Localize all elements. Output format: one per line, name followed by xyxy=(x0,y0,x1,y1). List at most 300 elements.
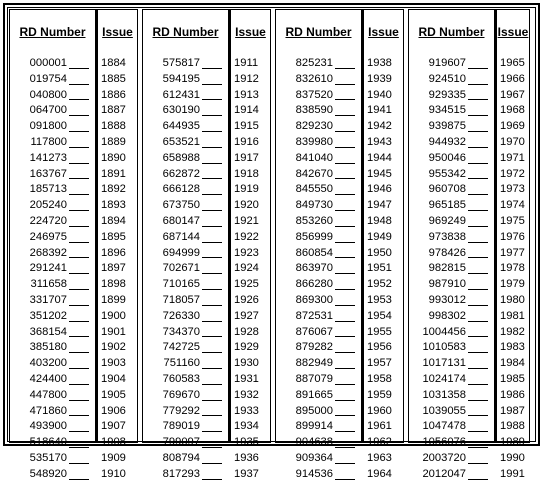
rd-number-value: 594195 xyxy=(162,72,200,85)
issue-year-value: 1884 xyxy=(101,57,126,69)
table-row xyxy=(98,356,137,372)
issue-year-value: 1954 xyxy=(367,309,392,322)
blank-line xyxy=(202,163,222,164)
table-row xyxy=(10,151,95,167)
issue-year-value: 1904 xyxy=(101,372,126,385)
blank-line xyxy=(69,479,89,480)
blank-line xyxy=(335,305,355,306)
issue-year-value: 1982 xyxy=(500,325,525,338)
table-row xyxy=(276,103,361,119)
rd-number-value: 680147 xyxy=(162,214,200,227)
blank-line xyxy=(202,400,222,401)
issue-year-value: 1970 xyxy=(500,135,525,148)
issue-year-value: 1968 xyxy=(500,104,525,117)
table-row xyxy=(143,293,228,309)
rd-number-value: 978426 xyxy=(428,246,466,259)
table-row xyxy=(364,198,403,214)
issue-year-value: 1945 xyxy=(367,167,392,180)
table-row xyxy=(98,214,137,230)
rd-number-header: RD Number xyxy=(418,25,485,39)
issue-year-value: 1959 xyxy=(367,388,392,401)
blank-line xyxy=(202,226,222,227)
rd-number-value: 385180 xyxy=(29,341,67,354)
table-row xyxy=(364,404,403,420)
table-row xyxy=(409,293,494,309)
issue-year-value: 1940 xyxy=(367,88,392,101)
table-row xyxy=(10,230,95,246)
issue-year-value: 1977 xyxy=(500,246,525,259)
issue-year-value: 1987 xyxy=(500,404,525,417)
table-row xyxy=(98,451,137,467)
blank-line xyxy=(202,368,222,369)
issue-year-value: 1948 xyxy=(367,214,392,227)
table-row xyxy=(409,388,494,404)
issue-year-value: 1893 xyxy=(101,199,126,212)
issue-year-value: 1931 xyxy=(234,372,259,385)
issue-year-value: 1979 xyxy=(500,278,525,291)
table-row xyxy=(497,419,529,435)
issue-year-value: 1899 xyxy=(101,293,126,306)
issue-header: Issue xyxy=(235,25,266,39)
issue-year-value: 1963 xyxy=(367,451,392,464)
table-row xyxy=(364,277,403,293)
issue-year-value: 1984 xyxy=(500,357,525,370)
rd-number-value: 2003720 xyxy=(422,451,466,464)
issue-year-value: 1983 xyxy=(500,341,525,354)
blank-line xyxy=(69,257,89,258)
rd-number-value: 872531 xyxy=(295,309,333,322)
rd-number-value: 000001 xyxy=(29,57,67,69)
table-row xyxy=(231,404,270,420)
table-row xyxy=(231,119,270,135)
blank-line xyxy=(468,336,488,337)
table-row xyxy=(276,435,361,451)
table-row xyxy=(409,340,494,356)
rd-number-value: 876067 xyxy=(295,325,333,338)
rd-number-value: 1010583 xyxy=(422,341,466,354)
blank-line xyxy=(69,352,89,353)
table-row xyxy=(143,88,228,104)
table-row xyxy=(98,388,137,404)
issue-year-value: 1991 xyxy=(500,467,525,480)
issue-year-value: 1928 xyxy=(234,325,259,338)
rd-number-value: 845550 xyxy=(295,183,333,196)
table-row xyxy=(497,340,529,356)
blank-line xyxy=(69,194,89,195)
blank-line xyxy=(202,336,222,337)
issue-year-value: 1947 xyxy=(367,199,392,212)
table-row xyxy=(276,198,361,214)
table-row xyxy=(98,119,137,135)
table-row xyxy=(364,340,403,356)
issue-year-value: 1956 xyxy=(367,341,392,354)
blank-line xyxy=(335,210,355,211)
rd-number-value: 841040 xyxy=(295,151,333,164)
issue-year-value: 1930 xyxy=(234,357,259,370)
blank-line xyxy=(202,273,222,274)
blank-line xyxy=(69,336,89,337)
issue-year-value: 1890 xyxy=(101,151,126,164)
table-row xyxy=(10,372,95,388)
blank-line xyxy=(468,384,488,385)
blank-line xyxy=(202,178,222,179)
blank-line xyxy=(468,368,488,369)
rd-number-column xyxy=(275,9,363,480)
table-row xyxy=(231,72,270,88)
table-row xyxy=(10,467,95,483)
rd-number-value: 518640 xyxy=(29,436,67,449)
table-row xyxy=(143,467,228,483)
issue-year-value: 1942 xyxy=(367,120,392,133)
rd-number-value: 694999 xyxy=(162,246,200,259)
rd-number-value: 832610 xyxy=(295,72,333,85)
table-row xyxy=(497,356,529,372)
table-row xyxy=(364,372,403,388)
table-row xyxy=(231,167,270,183)
table-row xyxy=(143,372,228,388)
rd-number-value: 658988 xyxy=(162,151,200,164)
table-row xyxy=(497,404,529,420)
table-row xyxy=(143,451,228,467)
table-row xyxy=(364,246,403,262)
table-row xyxy=(143,230,228,246)
rd-number-value: 117800 xyxy=(30,135,67,148)
blank-line xyxy=(69,226,89,227)
rd-number-value: 666128 xyxy=(162,183,200,196)
table-row xyxy=(98,404,137,420)
issue-year-value: 1903 xyxy=(101,357,126,370)
table-row xyxy=(276,277,361,293)
table-row xyxy=(409,198,494,214)
issue-header: Issue xyxy=(368,25,399,39)
table-row xyxy=(497,214,529,230)
blank-line xyxy=(335,194,355,195)
blank-line xyxy=(69,210,89,211)
rd-number-value: 742725 xyxy=(162,341,200,354)
table-row xyxy=(409,261,494,277)
rd-number-value: 973838 xyxy=(428,230,466,243)
issue-header: Issue xyxy=(497,25,529,39)
blank-line xyxy=(69,321,89,322)
table-row xyxy=(143,56,228,72)
rd-number-value: 447800 xyxy=(29,388,67,401)
column-group-1 xyxy=(9,9,138,480)
blank-line xyxy=(69,415,89,416)
issue-year-value: 1916 xyxy=(234,135,259,148)
blank-line xyxy=(468,99,488,100)
table-row xyxy=(98,72,137,88)
issue-year-value: 1909 xyxy=(101,451,126,464)
table-row xyxy=(231,372,270,388)
blank-line xyxy=(69,163,89,164)
table-row xyxy=(409,372,494,388)
blank-line xyxy=(202,210,222,211)
rd-number-value: 040800 xyxy=(29,88,67,101)
blank-line xyxy=(335,336,355,337)
table-row xyxy=(10,103,95,119)
table-row xyxy=(364,214,403,230)
table-row xyxy=(98,151,137,167)
issue-year-value: 1929 xyxy=(234,341,259,354)
rd-number-value: 837520 xyxy=(295,88,333,101)
table-row xyxy=(364,72,403,88)
table-row xyxy=(231,214,270,230)
table-row xyxy=(10,119,95,135)
blank-line xyxy=(202,352,222,353)
blank-line xyxy=(468,115,488,116)
blank-line xyxy=(202,321,222,322)
table-row xyxy=(364,103,403,119)
table-row xyxy=(409,72,494,88)
table-row xyxy=(276,340,361,356)
table-row xyxy=(10,56,95,72)
blank-line xyxy=(335,68,355,69)
table-row xyxy=(409,151,494,167)
table-row xyxy=(276,214,361,230)
rd-number-value: 866280 xyxy=(295,278,333,291)
rd-number-value: 998302 xyxy=(428,309,466,322)
blank-line xyxy=(202,242,222,243)
table-row xyxy=(143,356,228,372)
issue-year-value: 1927 xyxy=(234,309,259,322)
table-row xyxy=(10,88,95,104)
blank-line xyxy=(468,463,488,464)
issue-year-value: 1886 xyxy=(101,88,126,101)
issue-year-value: 1920 xyxy=(234,199,259,212)
table-row xyxy=(143,151,228,167)
issue-year-value: 1919 xyxy=(234,183,259,196)
issue-year-value: 1885 xyxy=(101,72,126,85)
rd-number-value: 929335 xyxy=(428,88,466,101)
table-row xyxy=(10,388,95,404)
rd-number-value: 702671 xyxy=(162,262,200,275)
rd-number-value: 842670 xyxy=(295,167,333,180)
rd-number-value: 710165 xyxy=(162,278,200,291)
rd-number-value: 493900 xyxy=(29,420,67,433)
table-row xyxy=(231,182,270,198)
issue-year-value: 1953 xyxy=(367,293,392,306)
rd-number-value: 734370 xyxy=(162,325,200,338)
table-row xyxy=(409,103,494,119)
blank-line xyxy=(69,289,89,290)
table-row xyxy=(143,167,228,183)
issue-year-value: 1952 xyxy=(367,278,392,291)
blank-line xyxy=(468,163,488,164)
table-row xyxy=(98,340,137,356)
table-row xyxy=(364,167,403,183)
table-row xyxy=(143,182,228,198)
rd-number-column xyxy=(9,9,97,480)
table-row xyxy=(497,135,529,151)
rd-number-value: 955342 xyxy=(428,167,466,180)
table-row xyxy=(497,277,529,293)
issue-year-value: 1907 xyxy=(101,420,126,433)
issue-year-value: 1936 xyxy=(234,451,259,464)
rd-number-value: 829230 xyxy=(295,120,333,133)
table-row xyxy=(98,56,137,72)
table-row xyxy=(98,182,137,198)
issue-year-value: 1962 xyxy=(367,436,392,449)
table-row xyxy=(10,261,95,277)
rd-number-value: 799097 xyxy=(162,436,200,449)
table-row xyxy=(231,246,270,262)
table-row xyxy=(143,119,228,135)
table-row xyxy=(409,435,494,451)
table-row xyxy=(143,261,228,277)
table-row xyxy=(497,56,529,72)
issue-year-value: 1889 xyxy=(101,135,126,148)
issue-column xyxy=(97,9,138,480)
blank-line xyxy=(335,163,355,164)
issue-year-value: 1892 xyxy=(101,183,126,196)
table-row xyxy=(10,340,95,356)
table-row xyxy=(98,293,137,309)
issue-year-value: 1966 xyxy=(500,72,525,85)
table-row xyxy=(497,88,529,104)
blank-line xyxy=(69,305,89,306)
rd-number-value: 909364 xyxy=(295,451,333,464)
table-row xyxy=(231,88,270,104)
table-row xyxy=(497,388,529,404)
blank-line xyxy=(468,431,488,432)
table-row xyxy=(497,151,529,167)
blank-line xyxy=(202,131,222,132)
rd-number-value: 331707 xyxy=(29,293,67,306)
table-row xyxy=(409,167,494,183)
rd-number-value: 891665 xyxy=(295,388,333,401)
table-row xyxy=(143,435,228,451)
rd-number-value: 368154 xyxy=(29,325,67,338)
table-row xyxy=(231,435,270,451)
table-row xyxy=(276,293,361,309)
table-row xyxy=(10,167,95,183)
rd-number-value: 575817 xyxy=(162,57,200,69)
issue-year-value: 1898 xyxy=(101,278,126,291)
issue-year-value: 1971 xyxy=(500,151,525,164)
table-row xyxy=(276,88,361,104)
table-row xyxy=(98,198,137,214)
table-row xyxy=(231,451,270,467)
blank-line xyxy=(335,321,355,322)
rd-number-value: 1017131 xyxy=(422,357,466,370)
issue-year-value: 1902 xyxy=(101,341,126,354)
table-row xyxy=(10,214,95,230)
rd-number-value: 982815 xyxy=(428,262,466,275)
table-row xyxy=(231,135,270,151)
table-row xyxy=(231,309,270,325)
rd-number-value: 849730 xyxy=(295,199,333,212)
rd-number-column xyxy=(408,9,496,480)
issue-year-value: 1901 xyxy=(101,325,126,338)
rd-number-value: 424400 xyxy=(29,372,67,385)
table-row xyxy=(364,261,403,277)
rd-number-value: 662872 xyxy=(162,167,200,180)
issue-year-value: 1943 xyxy=(367,135,392,148)
issue-year-value: 1989 xyxy=(500,436,525,449)
issue-year-value: 1967 xyxy=(500,88,525,101)
blank-line xyxy=(468,289,488,290)
blank-line xyxy=(202,84,222,85)
rd-number-value: 817293 xyxy=(162,467,200,480)
blank-line xyxy=(468,305,488,306)
blank-line xyxy=(335,242,355,243)
blank-line xyxy=(335,131,355,132)
rd-number-value: 2012047 xyxy=(422,467,466,480)
table-row xyxy=(231,467,270,483)
table-row xyxy=(409,325,494,341)
table-row xyxy=(98,167,137,183)
table-row xyxy=(497,309,529,325)
table-row xyxy=(231,419,270,435)
table-row xyxy=(276,230,361,246)
table-row xyxy=(231,340,270,356)
issue-year-value: 1988 xyxy=(500,420,525,433)
rd-number-value: 993012 xyxy=(428,293,466,306)
blank-line xyxy=(335,447,355,448)
blank-line xyxy=(69,115,89,116)
table-row xyxy=(364,88,403,104)
table-row xyxy=(98,261,137,277)
blank-line xyxy=(202,289,222,290)
blank-line xyxy=(202,447,222,448)
table-row xyxy=(231,103,270,119)
blank-line xyxy=(69,242,89,243)
table-row xyxy=(231,293,270,309)
table-row xyxy=(231,356,270,372)
blank-line xyxy=(335,415,355,416)
blank-line xyxy=(202,257,222,258)
issue-year-value: 1950 xyxy=(367,246,392,259)
table-row xyxy=(409,119,494,135)
rd-number-value: 863970 xyxy=(295,262,333,275)
table-row xyxy=(409,356,494,372)
blank-line xyxy=(468,415,488,416)
rd-number-value: 825231 xyxy=(295,57,333,69)
issue-year-value: 1949 xyxy=(367,230,392,243)
issue-year-value: 1960 xyxy=(367,404,392,417)
issue-year-value: 1923 xyxy=(234,246,259,259)
table-row xyxy=(276,309,361,325)
table-row xyxy=(364,356,403,372)
table-row xyxy=(364,467,403,483)
issue-year-value: 1906 xyxy=(101,404,126,417)
table-row xyxy=(276,56,361,72)
rd-number-value: 1031358 xyxy=(422,388,466,401)
table-row xyxy=(276,151,361,167)
table-row xyxy=(364,388,403,404)
table-row xyxy=(364,230,403,246)
blank-line xyxy=(202,68,222,69)
rd-number-value: 548920 xyxy=(29,467,67,480)
blank-line xyxy=(335,431,355,432)
table-row xyxy=(364,293,403,309)
issue-year-value: 1937 xyxy=(234,467,259,480)
blank-line xyxy=(468,479,488,480)
rd-number-value: 969249 xyxy=(428,214,466,227)
rd-number-value: 751160 xyxy=(163,357,200,370)
table-row xyxy=(409,419,494,435)
blank-line xyxy=(468,242,488,243)
table-row xyxy=(409,404,494,420)
blank-line xyxy=(335,226,355,227)
table-row xyxy=(497,435,529,451)
blank-line xyxy=(335,257,355,258)
table-row xyxy=(98,277,137,293)
rd-number-value: 1047478 xyxy=(422,420,466,433)
table-row xyxy=(364,419,403,435)
issue-year-value: 1961 xyxy=(367,420,392,433)
blank-line xyxy=(335,84,355,85)
